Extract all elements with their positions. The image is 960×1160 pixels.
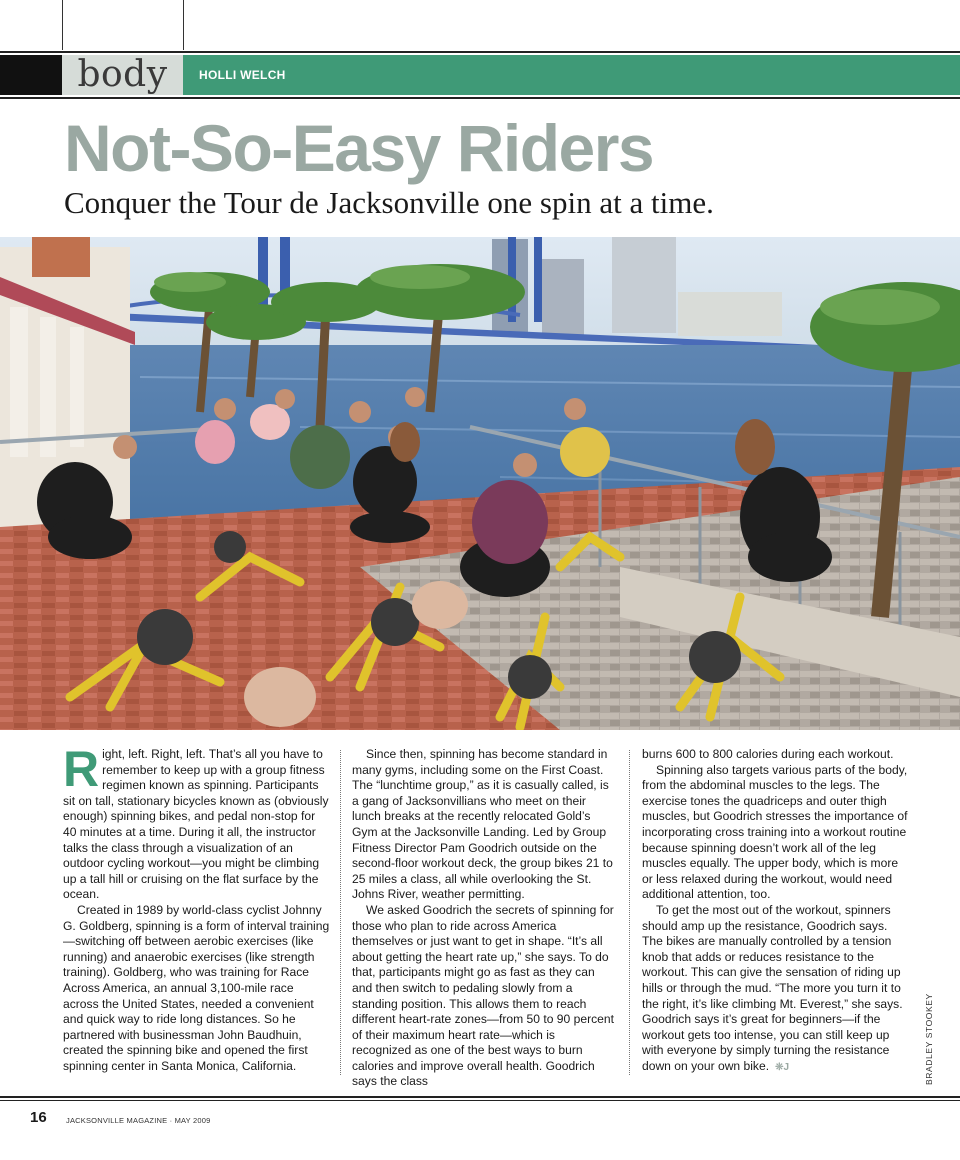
paragraph-text: ight, left. Right, left. That’s all you have to remember to keep up with a group fitness regimen known as spinning. Participants sit on tall, stationary bicycles known as (obviously enough) spinning bikes, and pedal non-stop for 40 minutes at a time. During it all, the instructor talks the class through a visualization of an outdoor cycling workout—you might be climbing up a tall hill or cruising on the flat surface by the ocean. (63, 747, 329, 902)
header-rule-bottom (0, 97, 960, 99)
drop-cap: R (63, 741, 100, 797)
body-column-2 (352, 747, 617, 1090)
column-divider-2 (629, 750, 630, 1075)
section-band-black-block (0, 55, 62, 95)
footer-separator: · (167, 1116, 175, 1125)
body-column-1 (63, 741, 331, 1074)
top-rule-left (62, 0, 63, 50)
paragraph (63, 741, 331, 903)
paragraph: Created in 1989 by world-class cyclist Johnny G. Goldberg, spinning is a form of interval training—switching off between aerobic exercises (like running) and anaerobic exercises (like strength training). Goldberg, who was training for Race Across America, an annual 3,100-mile race across the United States, needed a convenient and quick way to ride long distances. So he partnered with businessman John Baudhuin, created the spinning bike and opened the first spinning center in Santa Monica, California. (63, 902, 330, 1073)
paragraph-text: To get the most out of the workout, spinners should amp up the resistance, Goodrich says. The bikes are manually controlled by a tension knob that adds or reduces resistance to the workout. This can give the sensation of riding up hills or through the mud. “The more you turn it to the right, it’s like climbing Mt. Everest,” she says. Goodrich says it’s great for beginners—if the workout gets too intense, you can still keep up with everyone by simply turning the resistance down on your own bike. (642, 902, 903, 1073)
headline: Not-So-Easy Riders (64, 111, 654, 185)
footer-rule-top (0, 1096, 960, 1098)
section-label: body (62, 55, 183, 95)
body-column-3 (642, 747, 908, 1075)
author-byline: HOLLI WELCH (199, 68, 286, 82)
end-mark-icon: ❊J (775, 1061, 790, 1073)
article-photo (0, 237, 960, 730)
photo-credit: BRADLEY STOOKEY (924, 993, 934, 1085)
paragraph: Since then, spinning has become standard in many gyms, including some on the First Coast. The “lunchtime group,” as it is casually called, is a gang of Jacksonvillians who meet on their lunch breaks at the recently relocated Gold’s Gym at the Jacksonville Landing. Led by Group Fitness Director Pam Goodrich outside on the second-floor workout deck, the group bikes 21 to 25 miles a class, all while overlooking the St. Johns River, weather permitting. (352, 747, 613, 902)
header-rule-top (0, 51, 960, 53)
footer-publication-line (66, 1116, 211, 1125)
publication-name: JACKSONVILLE MAGAZINE (66, 1116, 168, 1125)
footer-rule-bottom (0, 1100, 960, 1101)
top-rule-right (183, 0, 184, 50)
page-number: 16 (30, 1109, 47, 1126)
paragraph: Spinning also targets various parts of the body, from the abdominal muscles to the legs. The exercise tones the quadriceps and outer thigh muscles, but Goodrich stresses the importance of incorporating cross training into a workout routine because spinning doesn’t work all of the leg muscles equally. The upper body, which is more or less relaxed during the workout, would need additional attention, too. (642, 762, 908, 902)
column-divider-1 (340, 750, 341, 1075)
deck: Conquer the Tour de Jacksonville one spin at a time. (64, 185, 714, 220)
paragraph (642, 903, 908, 1076)
paragraph: burns 600 to 800 calories during each workout. (642, 747, 894, 761)
spin-class-photo-illustration (0, 237, 960, 730)
issue-date: MAY 2009 (174, 1116, 211, 1125)
paragraph: We asked Goodrich the secrets of spinning for those who plan to ride across America themselves or just want to get in shape. “It’s all about getting the heart rate up,” she says. To do that, participants might go as fast as they can and then switch to pedaling slowly from a standing position. This allows them to reach different heart-rate zones—from 50 to 90 percent of their maximum heart rate—which is recognized as one of the best ways to burn calories and improve overall health. Goodrich says the class (352, 902, 614, 1089)
